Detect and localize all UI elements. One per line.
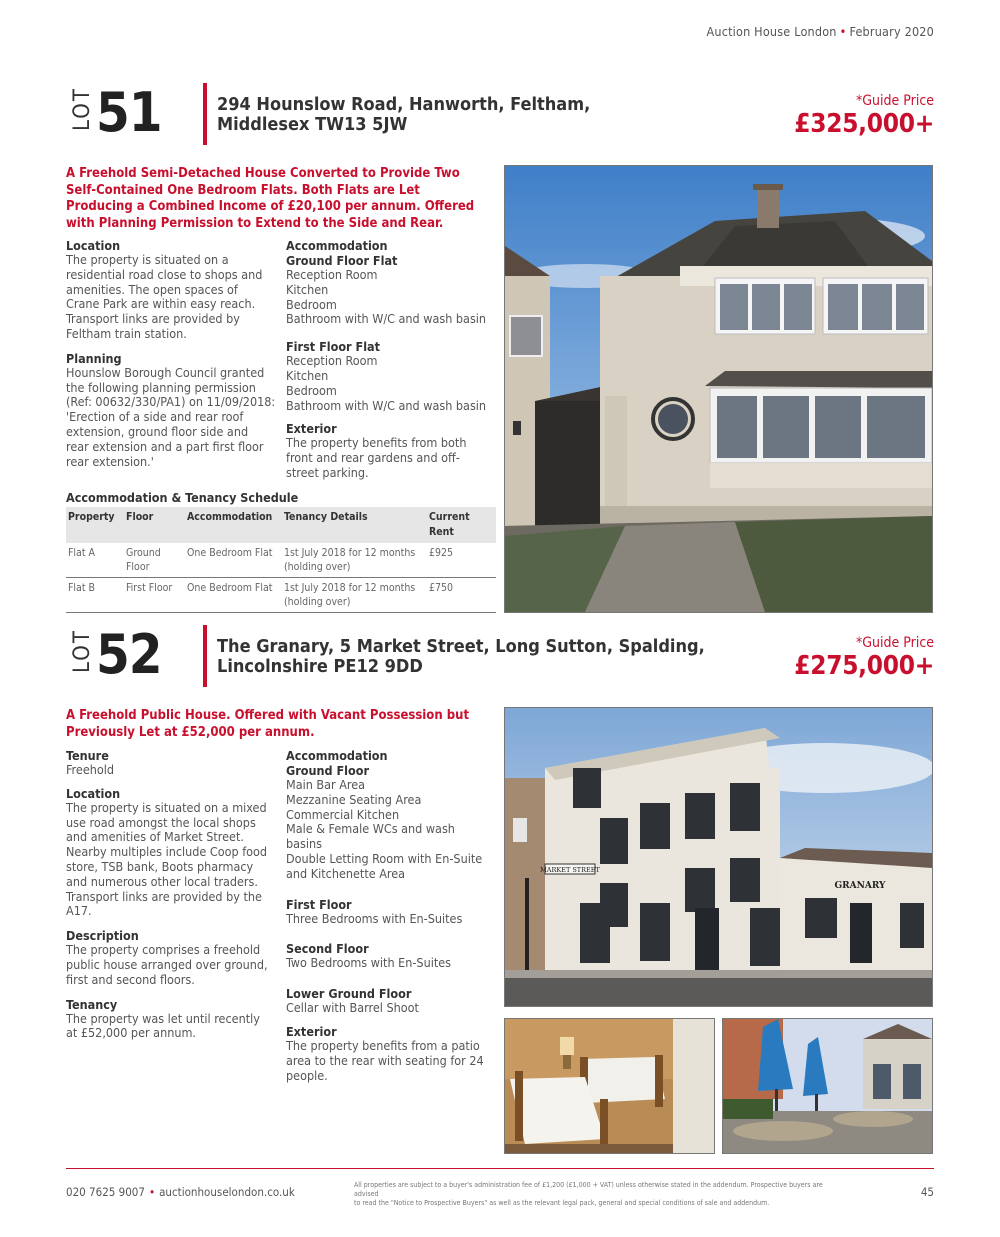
section-text: Male & Female WCs and wash: [286, 821, 455, 837]
section-text: use road amongst the local shops: [66, 814, 256, 830]
table-cell: Flat A: [66, 543, 124, 578]
section-text: The property benefits from a patio: [286, 1037, 480, 1053]
column-header: Tenancy Details: [282, 507, 427, 543]
intro-line: A Freehold Public House. Offered with Vacant Possession but: [66, 708, 470, 723]
section-heading: Planning: [66, 350, 122, 366]
section-text: public house arranged over ground,: [66, 956, 268, 972]
lot52-right-column: [286, 748, 500, 1083]
section-text: basins: [286, 836, 323, 852]
section-text: 'Erection of a side and rear roof: [66, 409, 244, 425]
column-header: Current Rent: [427, 507, 496, 543]
lot-intro: [66, 708, 496, 741]
lot51-right-column: [286, 238, 500, 481]
footer-contact: [66, 1185, 295, 1199]
section-text: Hounslow Borough Council granted: [66, 364, 265, 380]
table-row: [66, 543, 496, 578]
intro-line: Producing a Combined Income of £20,100 per annum. Offered: [66, 199, 475, 214]
section-heading: Location: [66, 238, 121, 253]
address-line: The Granary, 5 Market Street, Long Sutton, Spalding,: [217, 636, 705, 657]
section-text: The property is situated on a: [66, 252, 229, 267]
section-text: front and rear gardens and off-: [286, 450, 460, 466]
section-text: Double Letting Room with En-Suite: [286, 850, 483, 866]
lot-label: LOT: [70, 87, 95, 131]
page-number: 45: [920, 1185, 934, 1199]
table-header-row: [66, 507, 496, 543]
guide-price: £275,000+: [794, 651, 934, 681]
section-text: area to the rear with seating for 24: [286, 1052, 484, 1068]
address-line: Middlesex TW13 5JW: [217, 114, 408, 135]
section-heading: Ground Floor: [286, 763, 370, 778]
section-text: (Ref: 00632/330/PA1) on 11/09/2018:: [66, 394, 276, 410]
section-text: amenities. The open spaces of: [66, 281, 238, 297]
section-text: Transport links are provided by: [66, 311, 240, 327]
section-text: Three Bedrooms with En-Suites: [286, 910, 463, 926]
footer-website-link[interactable]: auctionhouselondon.co.uk: [159, 1185, 295, 1199]
lot-divider: [203, 625, 207, 687]
section-heading: Exterior: [286, 1023, 337, 1039]
tenancy-schedule-table: [66, 507, 496, 613]
section-heading: Exterior: [286, 421, 337, 437]
intro-line: Previously Let at £52,000 per annum.: [66, 724, 315, 740]
section-text: Mezzanine Seating Area: [286, 791, 422, 807]
footer-disclaimer: [354, 1181, 844, 1208]
section-text: the following planning permission: [66, 379, 256, 395]
section-text: Kitchen: [286, 367, 329, 383]
lot52-bedroom-photo: [504, 1018, 715, 1154]
section-text: Commercial Kitchen: [286, 806, 400, 822]
table-cell: £925: [427, 543, 496, 578]
section-text: Crane Park are within easy reach.: [66, 296, 256, 312]
section-heading: Location: [66, 785, 121, 801]
section-heading: Accommodation: [286, 238, 388, 253]
running-header: [706, 24, 934, 39]
section-text: Nearby multiples include Coop food: [66, 844, 268, 860]
table-row: [66, 578, 496, 613]
column-header: Property: [66, 507, 124, 543]
section-text: The property was let until recently: [66, 1010, 260, 1026]
table-cell: Ground Floor: [124, 543, 185, 578]
section-text: A17.: [66, 903, 92, 919]
section-text: and amenities of Market Street.: [66, 829, 244, 845]
section-text: The property comprises a freehold: [66, 942, 261, 958]
section-text: rear extension.': [66, 453, 154, 469]
table-cell: One Bedroom Flat: [185, 543, 282, 578]
section-text: rear extension and a part first floor: [66, 438, 264, 454]
section-text: street parking.: [286, 464, 369, 480]
column-header: Accommodation: [185, 507, 282, 543]
section-text: and Kitchenette Area: [286, 865, 406, 881]
section-text: residential road close to shops and: [66, 266, 263, 282]
section-text: Bathroom with W/C and wash basin: [286, 311, 487, 327]
bullet-icon: •: [148, 1185, 156, 1199]
guide-price-label: *Guide Price: [856, 93, 934, 109]
lot-label: LOT: [70, 629, 95, 673]
publisher-name: Auction House London: [706, 24, 837, 39]
section-heading: Second Floor: [286, 941, 369, 957]
lot51-left-column: [66, 238, 278, 469]
lot51-house-photo: [504, 165, 933, 613]
table-cell: First Floor: [124, 578, 185, 613]
table-cell: £750: [427, 578, 496, 613]
schedule-title: Accommodation & Tenancy Schedule: [66, 490, 299, 505]
lot-number: 51: [96, 81, 162, 144]
bullet-icon: •: [839, 24, 847, 39]
disclaimer-line: All properties are subject to a buyer's administration fee of £1,200 (£1,000 + VAT) unless otherwise stated in the addendum. Prospective buyers are advised: [354, 1181, 823, 1198]
lot52-left-column: [66, 748, 278, 1041]
section-planning: [66, 351, 278, 470]
footer-rule: [66, 1168, 934, 1169]
table-cell: 1st July 2018 for 12 months (holding over): [282, 578, 427, 613]
guide-price-label: *Guide Price: [856, 635, 934, 651]
section-heading: Description: [66, 928, 139, 944]
lot52-pub-photo: [504, 707, 933, 1007]
intro-line: A Freehold Semi-Detached House Converted to Provide Two: [66, 166, 460, 181]
footer-phone: 020 7625 9007: [66, 1185, 145, 1199]
section-text: Reception Room: [286, 353, 378, 369]
section-text: Bedroom: [286, 296, 337, 312]
section-heading: First Floor Flat: [286, 339, 381, 355]
section-heading: Accommodation: [286, 748, 388, 763]
lot52-patio-photo: [722, 1018, 933, 1154]
guide-price: £325,000+: [794, 109, 934, 139]
section-heading: Tenure: [66, 748, 109, 763]
section-text: Cellar with Barrel Shoot: [286, 1000, 419, 1016]
section-heading: Tenancy: [66, 996, 118, 1012]
section-location: [66, 238, 278, 342]
table-cell: One Bedroom Flat: [185, 578, 282, 613]
section-text: store, TSB bank, Boots pharmacy: [66, 858, 254, 874]
section-text: extension, ground floor side and: [66, 423, 249, 439]
lot-number: 52: [96, 623, 162, 686]
address-line: Lincolnshire PE12 9DD: [217, 656, 423, 677]
section-text: at £52,000 per annum.: [66, 1025, 196, 1041]
section-text: first and second floors.: [66, 971, 195, 987]
section-text: Transport links are provided by the: [66, 888, 262, 904]
intro-line: with Planning Permission to Extend to the Side and Rear.: [66, 215, 444, 231]
street-sign-text: MARKET STREET: [540, 866, 600, 874]
lot-intro: [66, 166, 496, 232]
section-text: Kitchen: [286, 281, 329, 297]
section-heading: Lower Ground Floor: [286, 986, 412, 1002]
section-text: The property benefits from both: [286, 435, 467, 451]
column-header: Floor: [124, 507, 185, 543]
section-text: Bathroom with W/C and wash basin: [286, 397, 487, 413]
lot-divider: [203, 83, 207, 145]
section-text: and numerous other local traders.: [66, 873, 258, 889]
section-text: people.: [286, 1067, 328, 1083]
table-cell: 1st July 2018 for 12 months (holding over): [282, 543, 427, 578]
section-text: Freehold: [66, 762, 115, 777]
address-line: 294 Hounslow Road, Hanworth, Feltham,: [217, 94, 591, 115]
section-text: Two Bedrooms with En-Suites: [286, 955, 452, 971]
table-cell: Flat B: [66, 578, 124, 613]
pub-sign-text: GRANARY: [834, 881, 886, 891]
section-text: Feltham train station.: [66, 325, 187, 341]
issue-date: February 2020: [849, 24, 934, 39]
section-text: The property is situated on a mixed: [66, 799, 267, 815]
disclaimer-line: to read the "Notice to Prospective Buyers" as well as the relevant legal pack, general and special conditions of sale and addendum.: [354, 1199, 770, 1207]
section-heading: First Floor: [286, 896, 352, 912]
intro-line: Self-Contained One Bedroom Flats. Both Flats are Let: [66, 182, 420, 198]
lot-address: [217, 95, 737, 135]
section-text: Reception Room: [286, 267, 378, 282]
lot-address: [217, 637, 777, 677]
section-text: Main Bar Area: [286, 777, 366, 792]
section-text: Bedroom: [286, 382, 337, 398]
section-heading: Ground Floor Flat: [286, 253, 398, 268]
